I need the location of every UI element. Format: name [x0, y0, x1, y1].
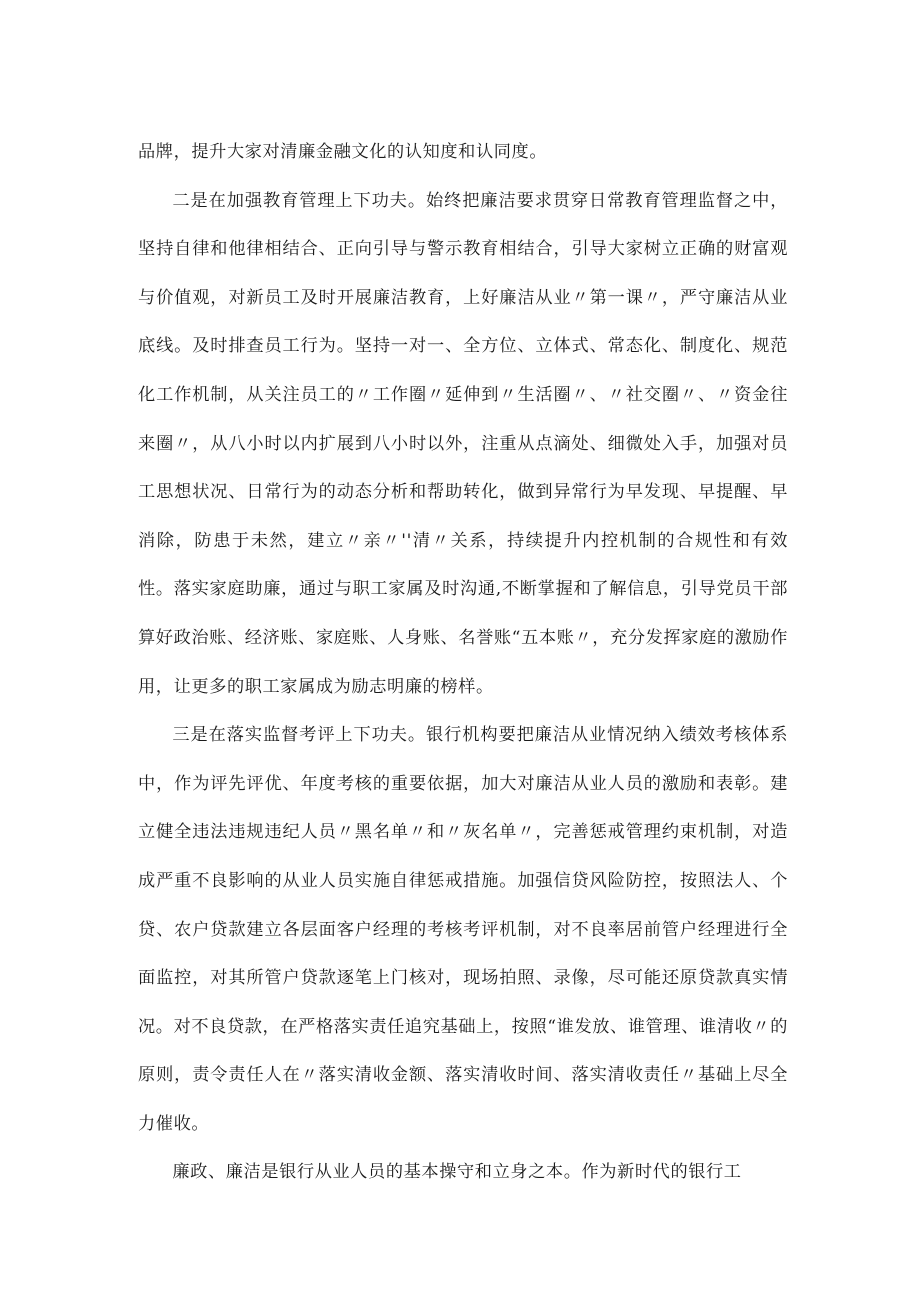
paragraph-continued: 品牌，提升大家对清廉金融文化的认知度和认同度。 [138, 142, 548, 162]
document-body [138, 128, 788, 1197]
paragraph-education-management: 二是在加强教育管理上下功夫。始终把廉洁要求贯穿日常教育管理监督之中，坚持自律和他律相结合、正向引导与警示教育相结合，引导大家树立正确的财富观与价值观，对新员工及时开展廉洁教育，上好廉洁从业〃第一课〃，严守廉洁从业底线。及时排查员工行为。坚持一对一、全方位、立体式、常态化、制度化、规范化工作机制，从关注员工的〃工作圈〃延伸到〃生活圈〃、〃社交圈〃、〃资金往来圈〃，从八小时以内扩展到八小时以外，注重从点滴处、细微处入手，加强对员工思想状况、日常行为的动态分析和帮助转化，做到异常行为早发现、早提醒、早消除，防患于未然，建立〃亲〃''清〃关系，持续提升内控机制的合规性和有效性。落实家庭助廉，通过与职工家属及时沟通,不断掌握和了解信息，引导党员干部算好政治账、经济账、家庭账、人身账、名誉账“五本账〃，充分发挥家庭的激励作用，让更多的职工家属成为励志明廉的榜样。 [138, 190, 788, 697]
paragraph-integrity-conclusion: 廉政、廉洁是银行从业人员的基本操守和立身之本。作为新时代的银行工 [172, 1162, 742, 1183]
paragraph-supervision-evaluation: 三是在落实监督考评上下功夫。银行机构要把廉洁从业情况纳入绩效考核体系中，作为评先评优、年度考核的重要依据，加大对廉洁从业人员的激励和表彰。建立健全违法违规违纪人员〃黑名单〃和〃灰名单〃，完善惩戒管理约束机制，对造成严重不良影响的从业人员实施自律惩戒措施。加强信贷风险防控，按照法人、个贷、农户贷款建立各层面客户经理的考核考评机制，对不良率居前管户经理进行全面监控，对其所管户贷款逐笔上门核对，现场拍照、录像，尽可能还原贷款真实情况。对不良贷款，在严格落实责任追究基础上，按照“谁发放、谁管理、谁清收〃的原则，责令责任人在〃落实清收金额、落实清收时间、落实清收责任〃基础上尽全力催收。 [138, 725, 788, 1134]
